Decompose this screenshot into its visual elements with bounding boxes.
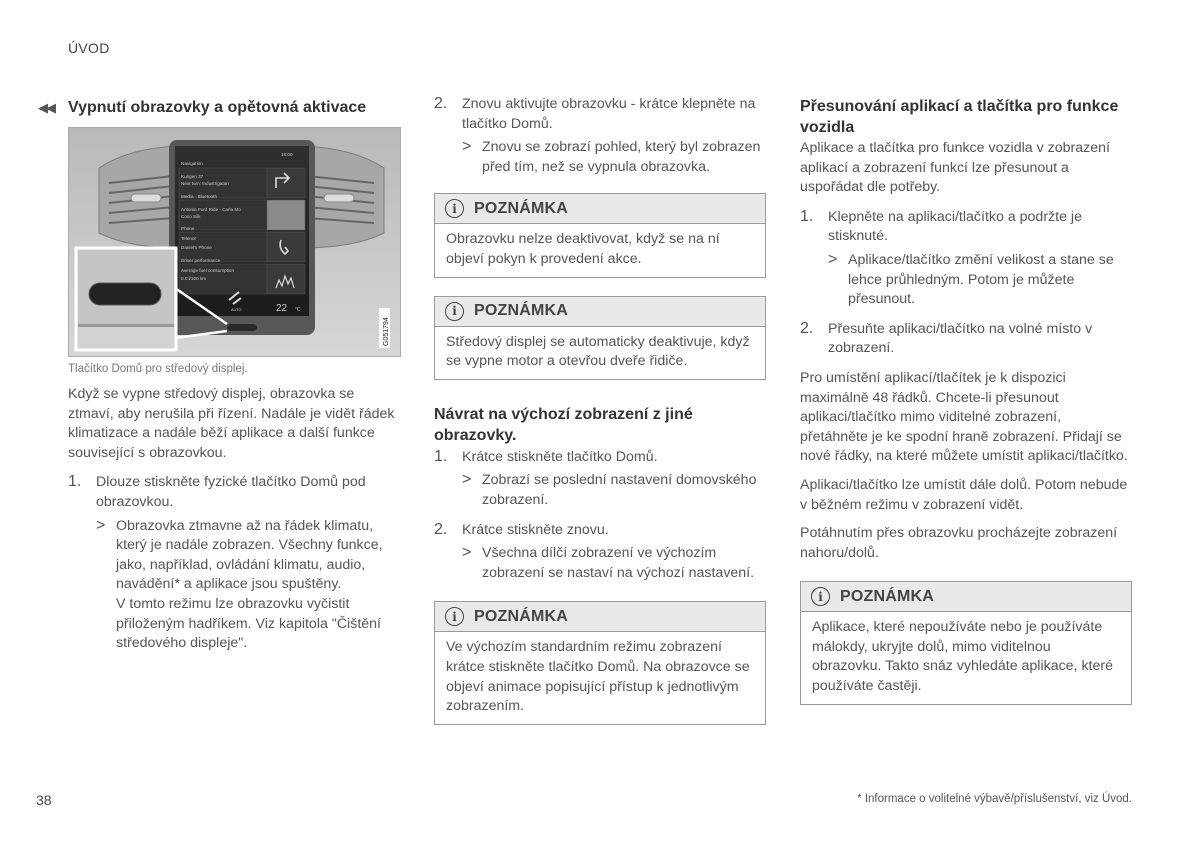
figure-caption: Tlačítko Domů pro středový displej. [68, 363, 248, 375]
info-circle-icon: i [811, 587, 830, 606]
step-number: 2. [800, 319, 814, 337]
section-title: Návrat na výchozí zobrazení z jiné obrazovky. [434, 405, 693, 444]
note-header [435, 297, 765, 327]
result-marker: > [462, 138, 472, 156]
step-number: 2. [434, 95, 448, 112]
figure-center-display [68, 127, 401, 357]
move-step-2 [800, 320, 1132, 359]
note-header [435, 602, 765, 632]
screen-item: Navigation [181, 161, 203, 166]
step-number: 1. [68, 473, 82, 491]
home-button-zoomed [89, 283, 161, 305]
info-circle-icon: i [445, 302, 464, 321]
result-text: Znovu se zobrazí pohled, který byl zobrazen před tím, než se vypnula obrazovka. [482, 139, 761, 175]
double-left-arrow-icon[interactable]: ◀◀ [38, 100, 54, 115]
step-number: 2. [434, 520, 448, 538]
note-text: Aplikace, které nepoužíváte nebo je používáte málokdy, ukryjte dolů, mimo viditelnou obrazovku. Takto snáz vyhledáte aplikace, které používáte častěji. [812, 619, 1113, 695]
screen-item: Next turn: Industrigatan [181, 181, 229, 186]
home-button-small [227, 324, 257, 331]
return-step-2-result [462, 544, 766, 583]
left-air-vent [99, 146, 179, 248]
footnote: * Informace o volitelné výbavě/příslušenství, viz Úvod. [857, 793, 1132, 805]
note-text: Obrazovku nelze deaktivovat, když se na ní objeví pokyn k provedení akce. [446, 231, 720, 267]
move-step-1 [800, 208, 1132, 247]
column-2 [434, 92, 766, 725]
note-label: POZNÁMKA [474, 607, 569, 625]
dashboard-illustration [69, 128, 401, 357]
result-marker: > [462, 544, 472, 562]
step-text: Dlouze stiskněte fyzické tlačítko Domů pod obrazovkou. [96, 474, 366, 510]
result-marker: > [462, 471, 472, 489]
section-title: Vypnutí obrazovky a opětovná aktivace [68, 99, 367, 116]
note-box-1 [434, 193, 766, 277]
return-step-2 [434, 521, 766, 541]
column-1 [38, 92, 403, 654]
step-text: Krátce stiskněte znovu. [462, 521, 609, 538]
paragraph: Potáhnutím přes obrazovku procházejte zobrazení nahoru/dolů. [800, 525, 1118, 561]
note-label: POZNÁMKA [840, 587, 935, 605]
result-text: Obrazovka ztmavne až na řádek klimatu, který je nadále zobrazen. Všechny funkce, jako, například, ovládání klimatu, audio, navádění* a aplikace jsou spuštěny. [116, 517, 383, 593]
screen-item: Media · Bluetooth [181, 194, 218, 199]
step-1-result [96, 517, 403, 654]
note-header [435, 194, 765, 224]
result-marker: > [828, 250, 838, 268]
step-text: Krátce stiskněte tlačítko Domů. [462, 448, 658, 465]
screen-temp: 22 [276, 303, 288, 314]
note-box-3 [434, 601, 766, 724]
step-text: Přesuňte aplikaci/tlačítko na volné místo v zobrazení. [828, 320, 1093, 357]
step-2-result [462, 138, 766, 177]
screen-item: Telenor [181, 236, 197, 241]
return-step-1-result [462, 471, 766, 510]
move-step-1-result [828, 251, 1132, 310]
result-text-2: V tomto režimu lze obrazovku vyčistit přiloženým hadříkem. Viz kapitola "Čištění středového displeje". [116, 595, 381, 652]
note-label: POZNÁMKA [474, 302, 569, 320]
screen-item: Daniel's Phone [181, 245, 212, 250]
page-number: 38 [36, 792, 52, 808]
info-circle-icon: i [445, 607, 464, 626]
result-text: Aplikace/tlačítko změní velikost a stane se lehce průhledným. Potom je můžete přesunout. [848, 251, 1114, 308]
column-3 [800, 92, 1132, 705]
step-number: 1. [800, 207, 814, 225]
result-text: Zobrazí se poslední nastavení domovského zobrazení. [482, 472, 757, 508]
screen-item: Coco Silk [181, 214, 201, 219]
section-title-row [38, 97, 403, 118]
screen-item: Driver performance [181, 258, 221, 263]
section-title: Přesunování aplikací a tlačítka pro funkce vozidla [800, 98, 1119, 136]
note-box-2 [434, 296, 766, 380]
screen-item: AUTO [231, 308, 242, 312]
page-header-section: ÚVOD [68, 40, 110, 56]
return-step-1 [434, 448, 766, 468]
figure-code: G051794 [383, 317, 390, 346]
screen-clock: 18:00 [281, 152, 293, 157]
intro-paragraph: Když se vypne středový displej, obrazovka se ztmaví, aby nerušila při řízení. Nadále je vidět řádek klimatizace a nadále běží aplikace a další funkce související s obrazovkou. [68, 386, 395, 461]
paragraph: Pro umístění aplikací/tlačítek je k dispozici maximálně 48 řádků. Chcete-li přesunout aplikaci/tlačítko mimo viditelné zobrazení, přetáhněte je ke spodní hraně zobrazení. Přidají se nové řádky, na které můžete umístit aplikaci/tlačítko. [800, 369, 1128, 465]
note-header [801, 582, 1131, 612]
step-number: 1. [434, 447, 448, 465]
step-text: Klepněte na aplikaci/tlačítko a podržte je stisknuté. [828, 208, 1082, 245]
result-text: Všechna dílčí zobrazení ve výchozím zobrazení se nastaví na výchozí nastavení. [482, 545, 755, 581]
result-marker: > [96, 516, 106, 534]
step-1 [68, 473, 403, 512]
screen-item: 0.0 l/100 km [181, 276, 207, 281]
note-text: Ve výchozím standardním režimu zobrazení krátce stiskněte tlačítko Domů. Na obrazovce se objeví animace popisující přístup k jednotlivým zobrazením. [446, 639, 750, 715]
step-2 [434, 95, 766, 134]
paragraph: Aplikaci/tlačítko lze umístit dále dolů. Potom nebude v běžném režimu v zobrazení vidět. [800, 476, 1128, 513]
screen-item: Antonia Ford Ride · Carla Mo [181, 207, 241, 212]
note-text: Středový displej se automaticky deaktivuje, když se vypne motor a otevřou dveře řidiče. [446, 333, 750, 370]
screen-temp-unit: °C [295, 307, 301, 313]
intro-paragraph: Aplikace a tlačítka pro funkce vozidla v zobrazení aplikací a zobrazení funkcí lze přesunout a uspořádat dle potřeby. [800, 140, 1110, 196]
screen-item: Average fuel consumption [181, 268, 235, 273]
step-text: Znovu aktivujte obrazovku - krátce klepněte na tlačítko Domů. [462, 96, 756, 132]
note-box-4 [800, 581, 1132, 704]
screen-item: Phone [181, 226, 195, 231]
screen-item: Kungen 37 [181, 174, 204, 179]
note-label: POZNÁMKA [474, 199, 569, 217]
info-circle-icon: i [445, 199, 464, 218]
